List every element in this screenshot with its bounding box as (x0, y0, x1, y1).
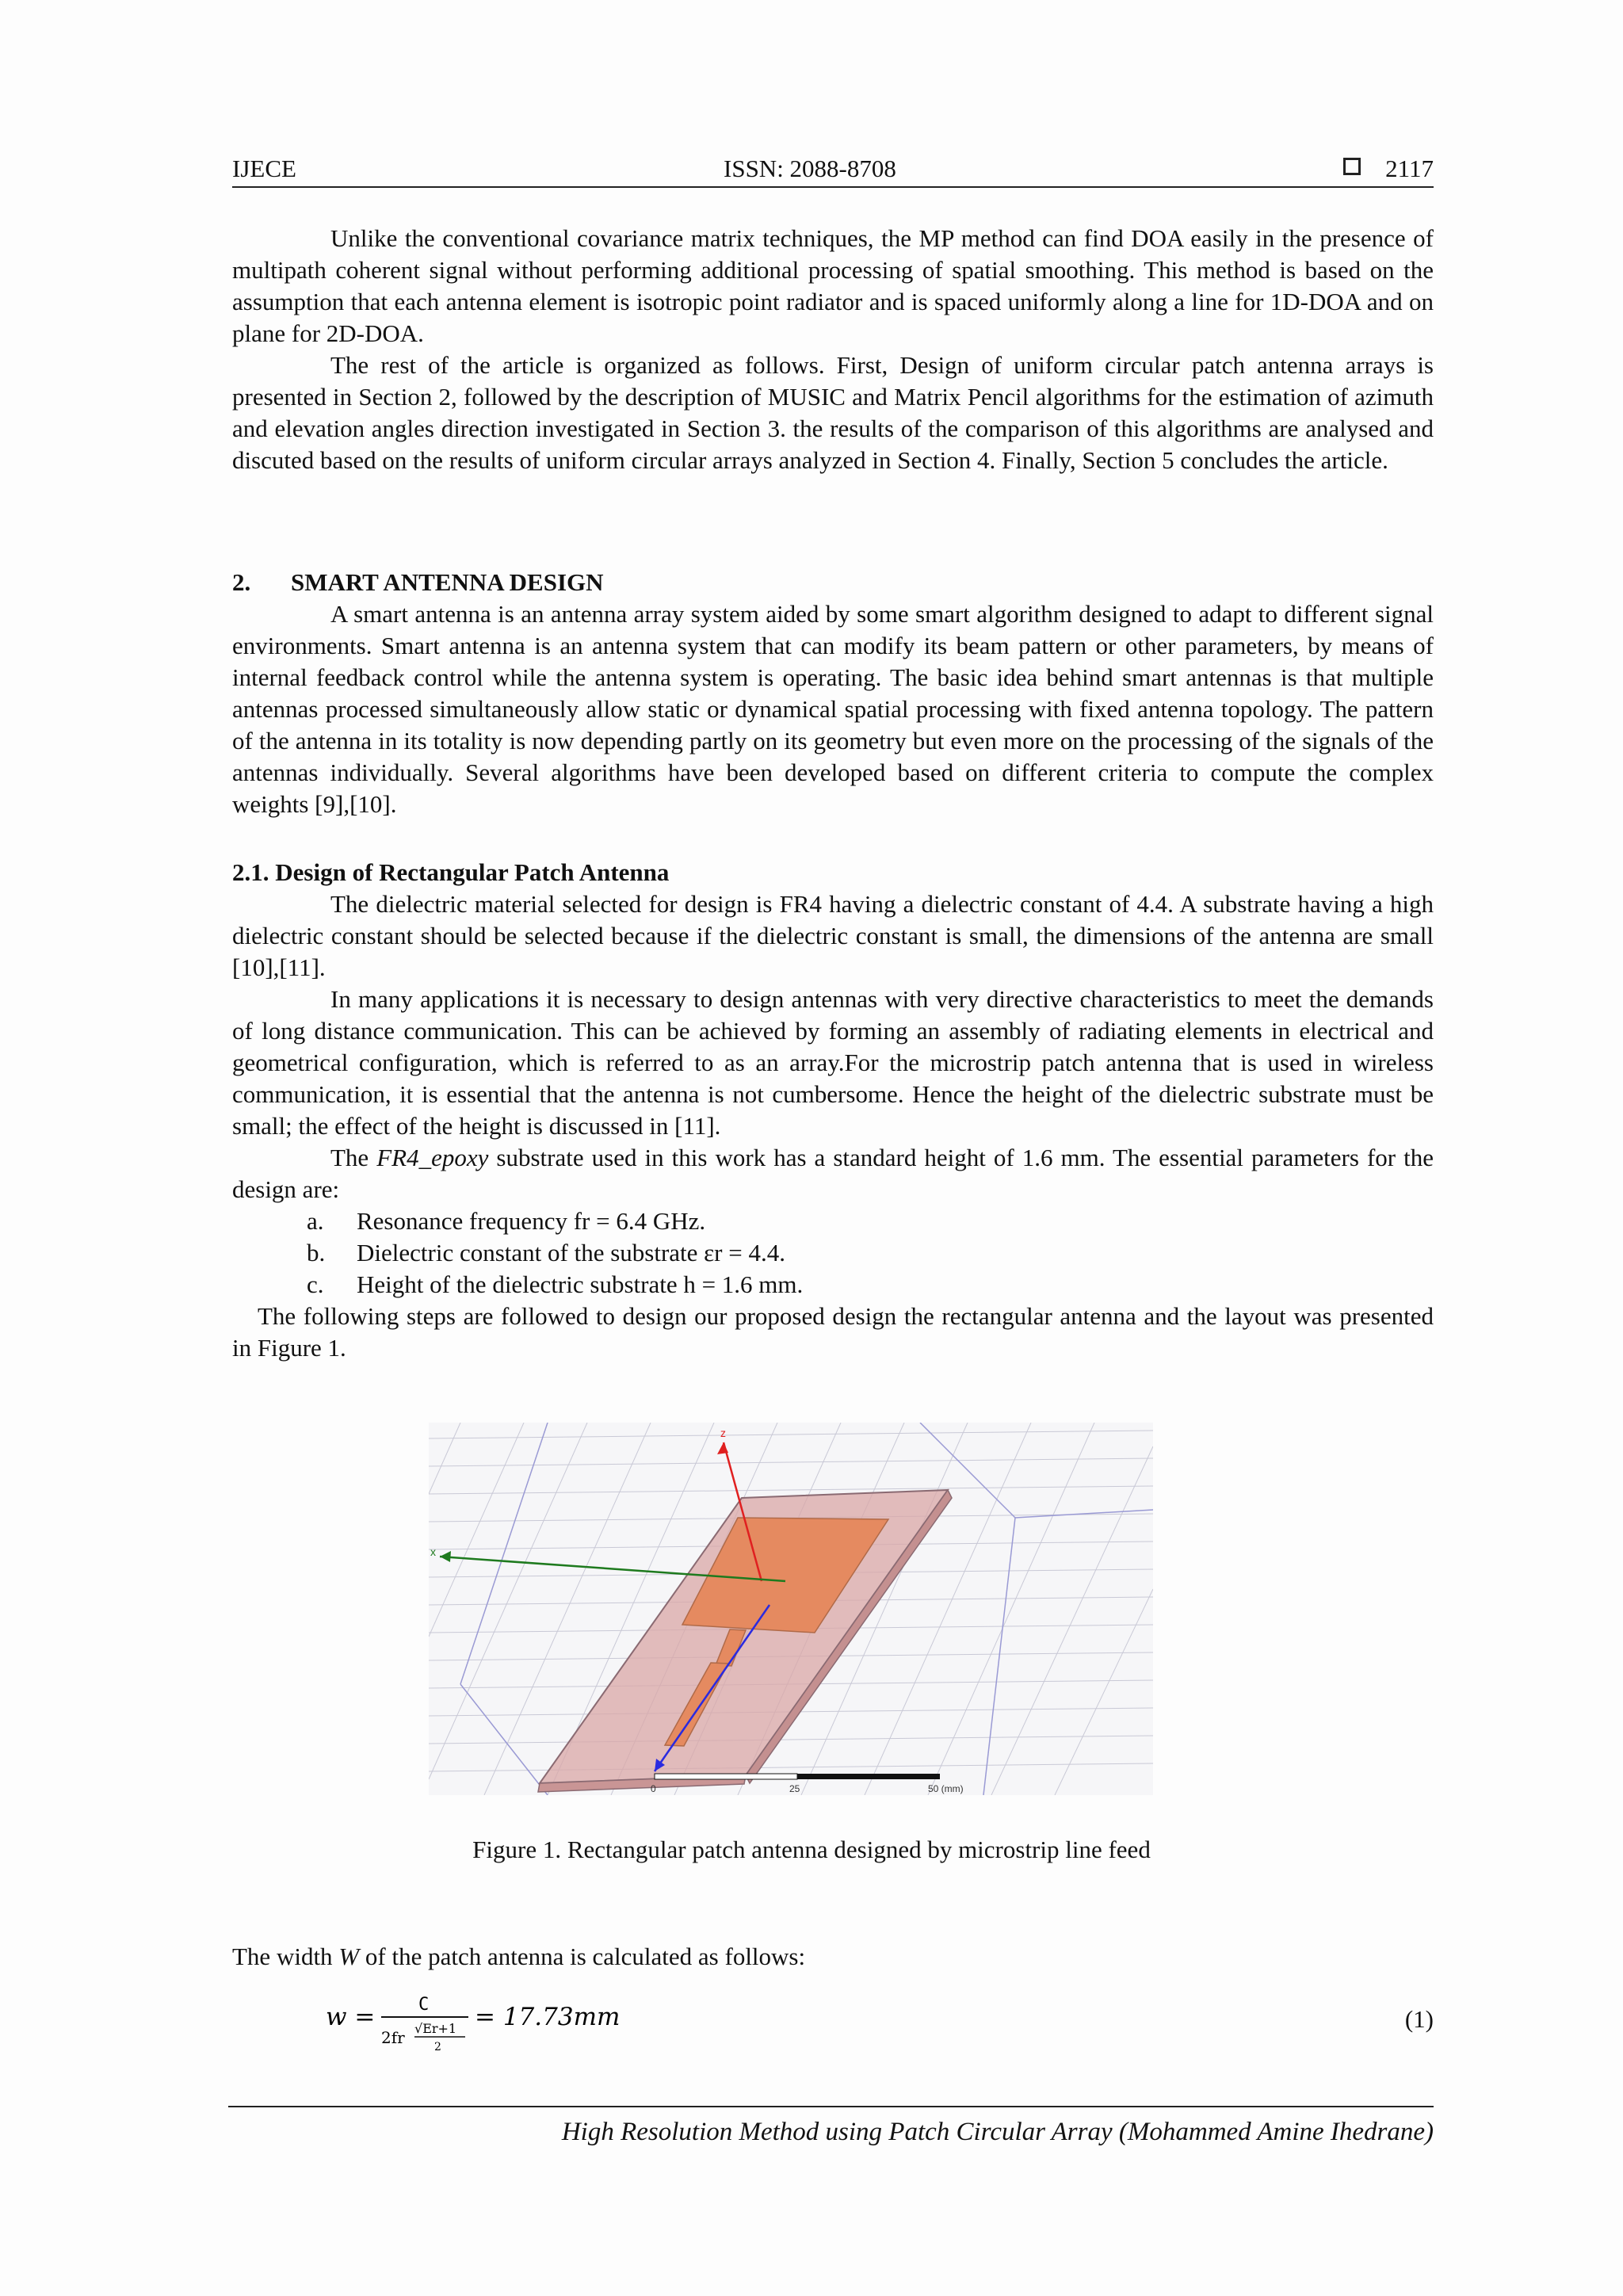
scale-label-25: 25 (789, 1783, 800, 1794)
equation-1-formula (326, 1989, 643, 2053)
section-2-number: 2. (232, 568, 251, 596)
equation-rhs: = 17.73mm (475, 2003, 621, 2031)
intro-text (232, 223, 1434, 476)
equation-number: (1) (1404, 2005, 1434, 2033)
width-variable: W (338, 1943, 360, 1970)
equation-lhs: w = (326, 2003, 376, 2031)
design-parameters-list (232, 1205, 1434, 1301)
equation-sqrt-den: 2 (434, 2041, 441, 2053)
list-text: Resonance frequency fr = 6.4 GHz. (357, 1207, 706, 1235)
width-intro-pre: The width (232, 1943, 333, 1970)
list-label: a. (307, 1207, 324, 1235)
equation-1 (326, 1989, 1434, 2053)
equation-sqrt: √Er+1 (414, 2021, 457, 2036)
footer-rule (228, 2106, 1434, 2107)
section-2-title: SMART ANTENNA DESIGN (291, 568, 604, 596)
page-number: 2117 (1385, 155, 1434, 182)
intro-paragraph-1: Unlike the conventional covariance matrix techniques, the MP method can find DOA easily in the presence of multipath coherent signal without performing additional processing of spatial smoothing. This method is based on the assumption that each antenna element is isotropic point radiator and is spaced uniformly along a line for 1D-DOA and on plane for 2D-DOA. (232, 224, 1434, 347)
p3-post: substrate used in this work has a standard height of 1.6 mm. The essential parameters for the design are: (232, 1144, 1434, 1203)
list-text: Height of the dielectric substrate h = 1.6 mm. (357, 1270, 804, 1298)
list-label: b. (307, 1239, 326, 1266)
section-2-1-paragraph-3 (232, 1142, 1434, 1205)
list-text: Dielectric constant of the substrate εr = 4.4. (357, 1239, 785, 1266)
list-item (232, 1269, 1434, 1301)
scale-label-50: 50 (mm) (928, 1783, 964, 1794)
issn: ISSN: 2088-8708 (724, 155, 896, 182)
section-2-paragraph: A smart antenna is an antenna array system aided by some smart algorithm designed to adapt to different signal environments. Smart antenna is an antenna system that can modify its beam pattern or other parameters, by means of internal feedback control while the antenna system is operating. The basic idea behind smart antennas is that multiple antennas processed simultaneously allow static or dynamical spatial processing with fixed antenna topology. The pattern of the antenna in its totality is now depending partly on its geometry but even more on the processing of the signals of the antennas individually. Several algorithms have been developed based on different criteria to compute the complex weights [9],[10]. (232, 600, 1434, 818)
running-header (232, 155, 1434, 188)
equation-numerator: C (418, 1995, 430, 2015)
scale-bar-black (797, 1774, 940, 1779)
intro-paragraph-2: The rest of the article is organized as follows. First, Design of uniform circular patch antenna arrays is presented in Section 2, followed by the description of MUSIC and Matrix Pencil algorithms for the estimation of azimuth and elevation angles direction investigated in Section 3. the results of the comparison of this algorithms are analysed and discuted based on the results of uniform circular arrays analyzed in Section 4. Finally, Section 5 concludes the article. (232, 351, 1434, 474)
figure-1-caption: Figure 1. Rectangular patch antenna designed by microstrip line feed (472, 1836, 1151, 1863)
width-intro-post: of the patch antenna is calculated as follows: (365, 1943, 806, 1970)
list-item (232, 1237, 1434, 1269)
section-2-1-heading: 2.1. Design of Rectangular Patch Antenna (232, 858, 670, 886)
p3-substrate-name: FR4_epoxy (376, 1144, 489, 1171)
section-2-1 (232, 857, 1434, 1364)
section-2-1-paragraph-1: The dielectric material selected for design is FR4 having a dielectric constant of 4.4. A substrate having a high dielectric constant should be selected because if the dielectric constant is small, the dimensions of the antenna are small [10],[11]. (232, 890, 1434, 981)
section-2-1-paragraph-2: In many applications it is necessary to design antennas with very directive characteristics to meet the demands of long distance communication. This can be achieved by forming an assembly of radiating elements in electrical and geometrical configuration, which is referred to as an array.For the microstrip patch antenna that is used in wireless communication, it is essential that the antenna is not cumbersome. Hence the height of the dielectric substrate must be small; the effect of the height is discussed in [11]. (232, 985, 1434, 1140)
section-2 (232, 567, 1434, 820)
antenna-diagram (429, 1423, 1153, 1795)
x-axis-label: x (430, 1545, 436, 1558)
width-intro-paragraph (232, 1941, 1434, 1973)
section-2-heading (232, 567, 1434, 598)
checkbox-square-icon (1343, 158, 1361, 175)
running-footer: High Resolution Method using Patch Circular Array (Mohammed Amine Ihedrane) (561, 2118, 1434, 2146)
width-intro (232, 1941, 1434, 1973)
equation-den-prefix: 2fr (381, 2028, 405, 2047)
p3-pre: The (330, 1144, 369, 1171)
figure-1-antenna-render (429, 1423, 1153, 1795)
list-item (232, 1205, 1434, 1237)
z-axis-label: z (720, 1427, 726, 1439)
list-label: c. (307, 1270, 324, 1298)
scale-label-0: 0 (651, 1783, 656, 1794)
journal-name: IJECE (232, 155, 296, 182)
scale-bar-white (655, 1774, 797, 1779)
section-2-1-paragraph-4: The following steps are followed to design our proposed design the rectangular antenna and the layout was presented in Figure 1. (232, 1302, 1434, 1362)
